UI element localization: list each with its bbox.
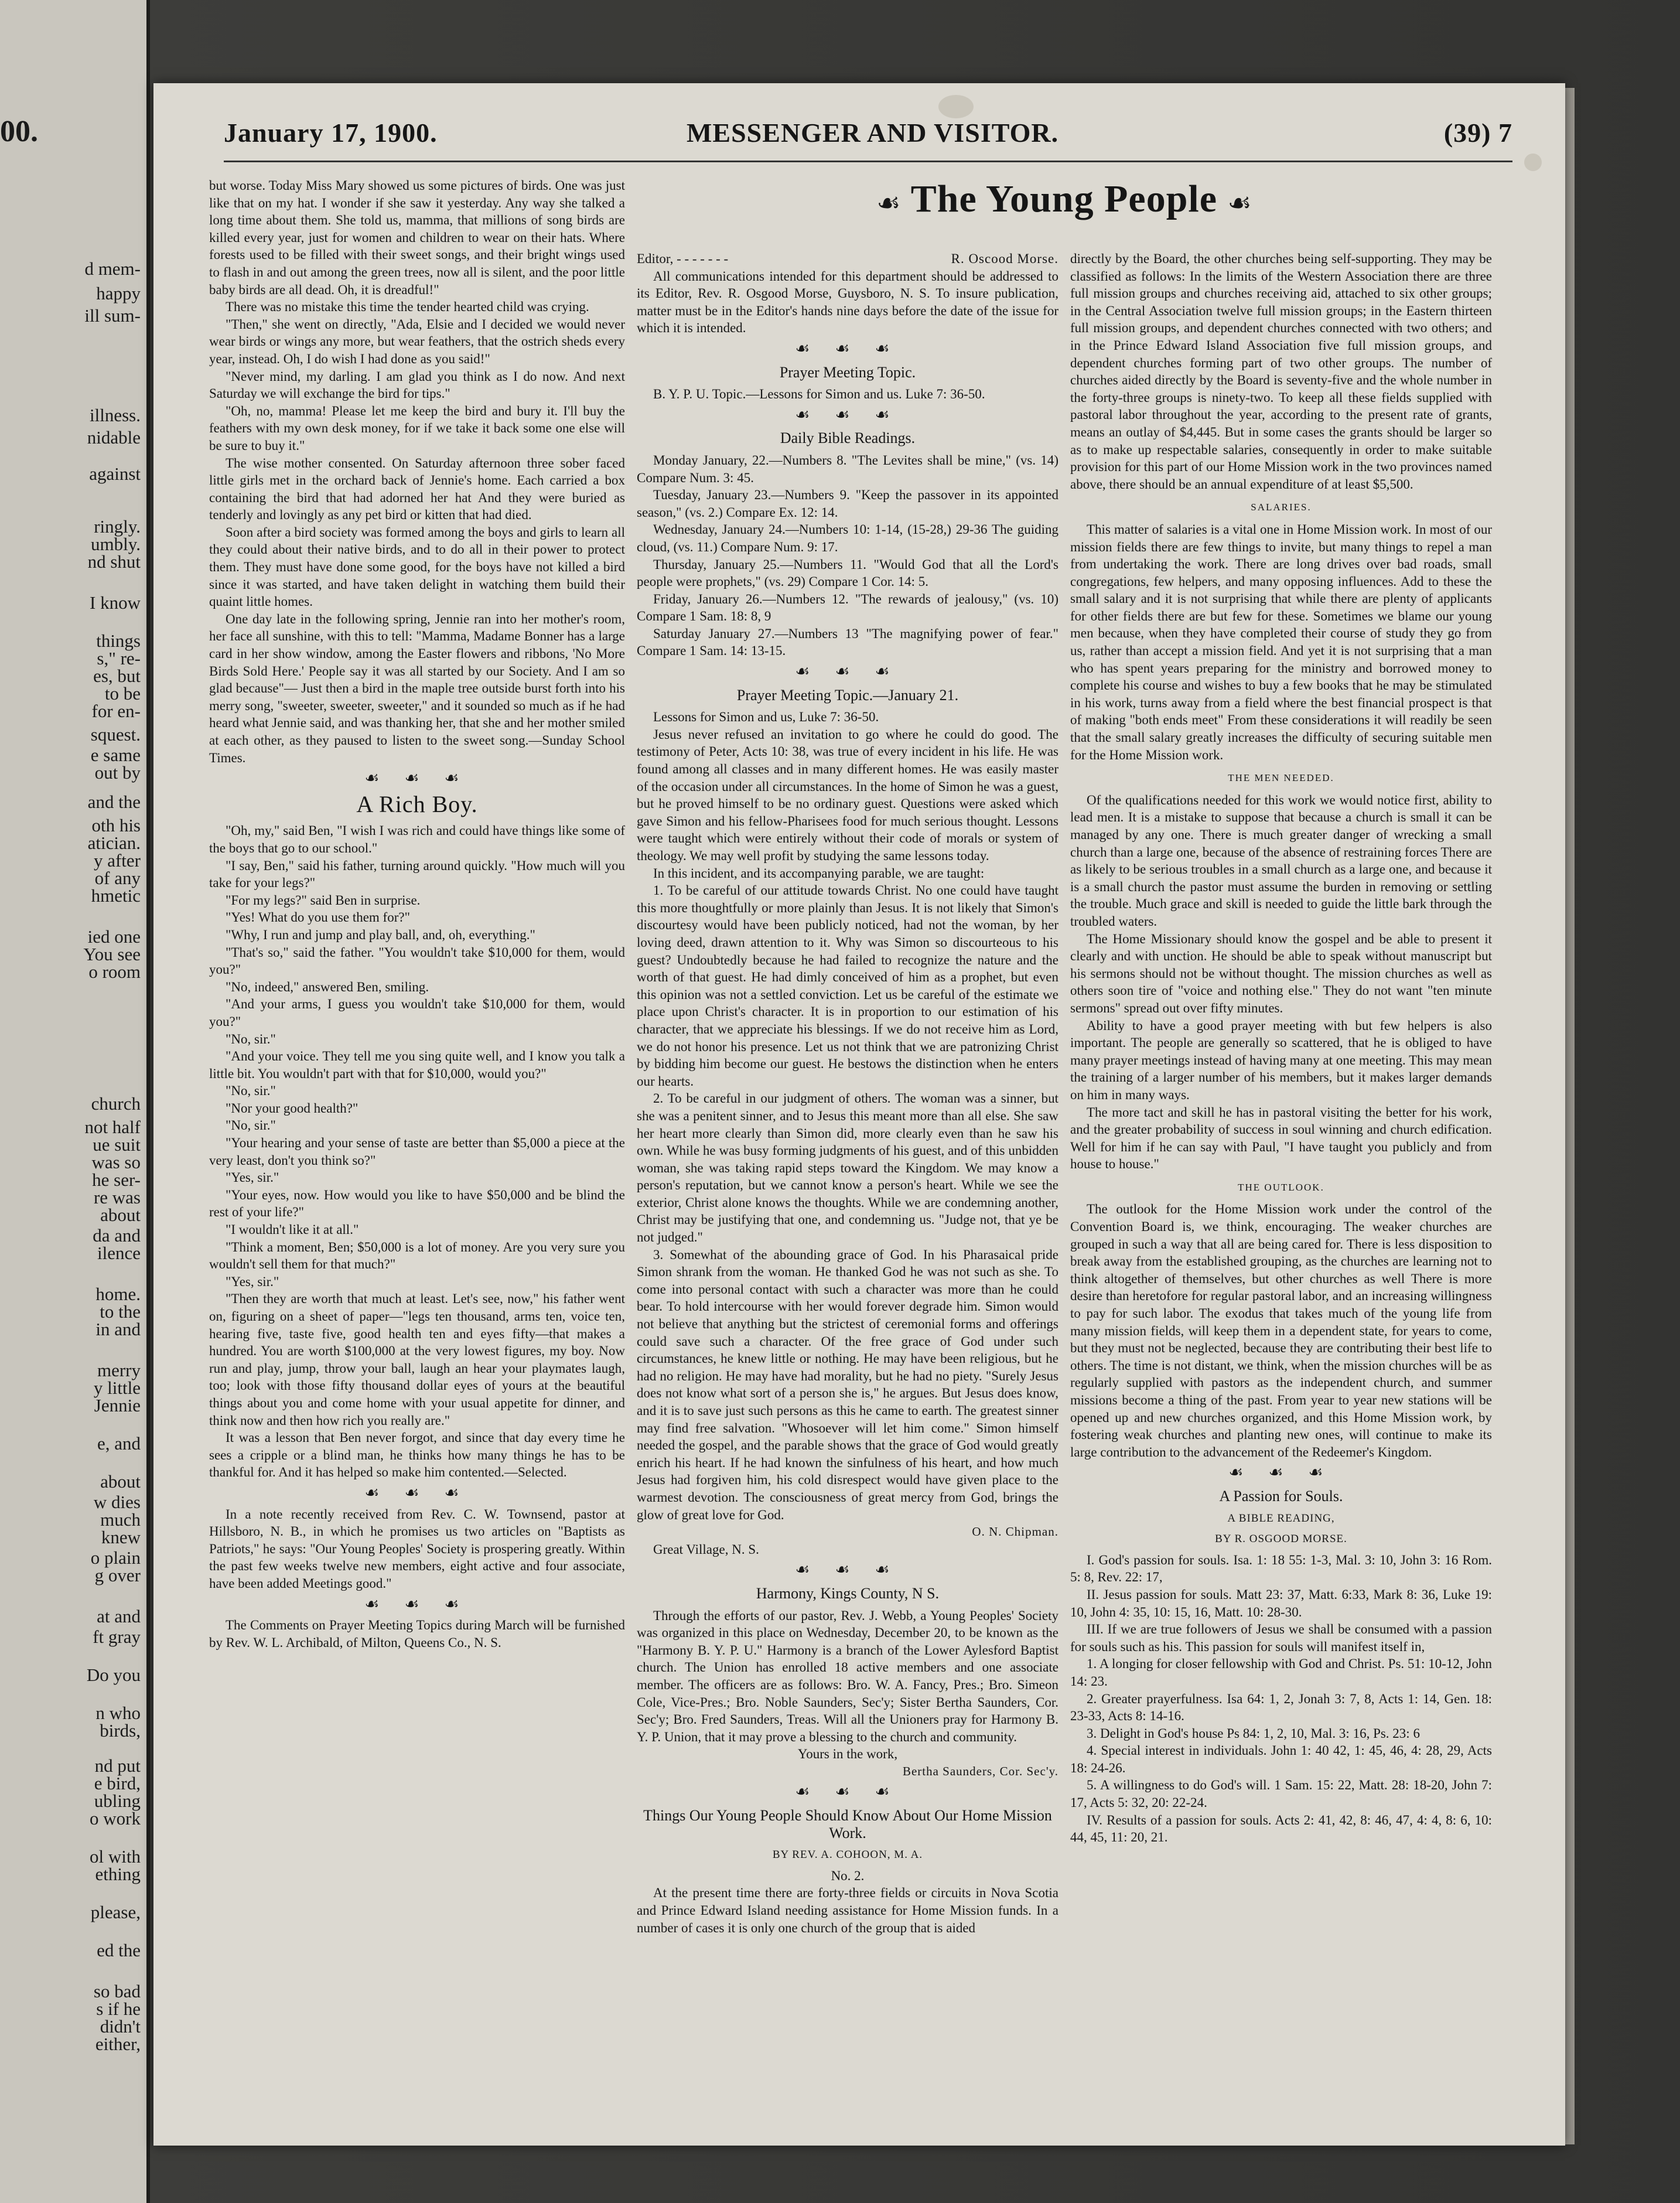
paragraph: B. Y. P. U. Topic.—Lessons for Simon and us. Luke 7: 36-50. <box>653 387 985 402</box>
adjacent-text-fragment: da and <box>93 1225 141 1246</box>
masthead-title: MESSENGER AND VISITOR. <box>687 118 1059 148</box>
paragraph: One day late in the following spring, Jennie ran into her mother's room, her face all sunshine, with this to tell: "Mamma, Madame Bonner has a large card in her show window, among the Easter flowers and ribbons, 'No More Birds Sold Here.' People say it was all started by our Society. And I am so glad because"— Just then a bird in the maple tree outside burst forth into his merry song, "sweeter, sweeter, sweeter," and it sounded so much as if he had heard what Jennie said, and was thanking her, that she and her mother smiled at each other, as they paused to listen to the sweet song.—Sunday School Times. <box>209 611 625 765</box>
byline: BY R. OSGOOD MORSE. <box>1215 1533 1347 1546</box>
adjacent-text-fragment: not half <box>84 1117 141 1137</box>
paragraph: It was a lesson that Ben never forgot, and since that day every time he sees a cripple or a blind man, he thinks how many things he has to be thankful for. And it has helped so make him contented.—Selected. <box>209 1430 625 1480</box>
list-item: Thursday, January 25.—Numbers 11. "Would God that all the Lord's people were prophets," (vs. 29) Compare 1 Cor. 14: 5. <box>637 557 1058 589</box>
adjacent-text-fragment: You see <box>83 944 141 964</box>
adjacent-text-fragment: ed the <box>97 1940 141 1960</box>
signature: Bertha Saunders, Cor. Sec'y. <box>902 1764 1058 1778</box>
adjacent-text-fragment: ol with <box>90 1846 141 1867</box>
adjacent-text-fragment: about <box>100 1471 141 1492</box>
paragraph: This matter of salaries is a vital one in Home Mission work. In most of our mission fields there are few things to invite, but many things to repel a man from undertaking the work. There are long drives over bad roads, small congregations, few helpers, and many opposing influences. Add to these the small salary and it is not surprising that while there are plenty of applicants for other fields there are but few for these. Sometimes we blame our young men because, when they have completed their course of study they go from us, rather than accept a mission field. And yet it is not surprising that a man who has spent years preparing for the ministry and borrowed money to complete his course and wishes to buy a few books that he may be stimulated in his work, turns away from a field where the best financial prospect is that of making "both ends meet" From these considerations it will readily be seen that the small salary greatly increases the difficulty of securing suitable men for the Home Mission work. <box>1070 521 1492 762</box>
adjacent-text-fragment: ill sum- <box>84 305 141 326</box>
ornament-divider: ☙ ☙ ☙ <box>795 1561 900 1580</box>
paragraph: Soon after a bird society was formed among the boys and girls to learn all they could about their native birds, and to do all in their power to protect them. They must have done some good, for the boys have not killed a bird since it was started, and have taken delight in watching them build their quaint little homes. <box>209 524 625 609</box>
paragraph: "Think a moment, Ben; $50,000 is a lot of money. Are you very sure you wouldn't sell them for that much?" <box>209 1239 625 1272</box>
ornament-divider: ☙ ☙ ☙ <box>795 405 900 424</box>
paragraph: 2. To be careful in our judgment of others. The woman was a sinner, but she was a penitent sinner, and to Jesus this meant more than all else. She saw her heart more clearly than Simon did, more clearly even than he saw his own. While he was busy forming judgments of his guest, and of this unbidden woman, she was taking rapid steps toward the Kingdom. We may know a person's reputation, but we cannot know a person's heart. While we see the exterior, Christ alone knows the thoughts. While we are condemning another, Christ may be justifying that one, and condemning us. "Judge not, that ye be not judged." <box>637 1091 1058 1245</box>
adjacent-text-fragment: o work <box>90 1808 141 1829</box>
list-item: Friday, January 26.—Numbers 12. "The rewards of jealousy," (vs. 10) Compare 1 Sam. 18: 8, 9 <box>637 591 1058 624</box>
adjacent-text-fragment: illness. <box>90 405 141 425</box>
adjacent-text-fragment: against <box>89 463 141 484</box>
paragraph: Through the efforts of our pastor, Rev. J. Webb, a Young Peoples' Society was organized in this place on Wednesday, December 20, to be known as the "Harmony B. Y. P. U." Harmony is a branch of the Lower Aylesford Baptist church. The Union has enrolled 18 active members and one associate member. The officers are as follows: Bro. W. A. Fancy, Pres.; Bro. Simeon Cole, Vice-Pres.; Bro. Noble Saunders, Sec'y; Sister Bertha Saunders, Cor. Sec'y; Bro. Fred Saunders, Treas. Will all the Unioners pray for Harmony B. Y. P. Union, that it may prove a blessing to the church and community. <box>637 1608 1058 1744</box>
list-item: 2. Greater prayerfulness. Isa 64: 1, 2, Jonah 3: 7, 8, Acts 1: 14, Gen. 18: 23-33, Acts 8: 14-16. <box>1070 1691 1492 1724</box>
adjacent-text-fragment: e bird, <box>94 1773 141 1793</box>
adjacent-text-fragment: e same <box>90 745 141 765</box>
paragraph: "Yes, sir." <box>226 1170 279 1185</box>
adjacent-text-fragment: out by <box>94 762 141 783</box>
adjacent-text-fragment: e, and <box>97 1433 141 1454</box>
adjacent-text-fragment: y little <box>93 1377 141 1398</box>
adjacent-text-fragment: about <box>100 1205 141 1225</box>
paragraph: The Comments on Prayer Meeting Topics during March will be furnished by Rev. W. L. Archibald, of Milton, Queens Co., N. S. <box>209 1618 625 1650</box>
list-item: 3. Delight in God's house Ps 84: 1, 2, 10, Mal. 3: 16, Ps. 23: 6 <box>1087 1725 1420 1741</box>
adjacent-text-fragment: y after <box>93 850 141 871</box>
adjacent-text-fragment: merry <box>97 1360 141 1380</box>
paragraph: "For my legs?" said Ben in surprise. <box>226 892 421 908</box>
adjacent-text-fragment: he ser- <box>92 1169 141 1190</box>
adjacent-page-number: 00. <box>0 115 38 148</box>
list-item: Wednesday, January 24.—Numbers 10: 1-14, (15-28,) 29-36 The guiding cloud, (vs. 11.) Compare Num. 9: 17. <box>637 522 1058 554</box>
paragraph: The more tact and skill he has in pastoral visiting the better for his work, and the greater probability of success in soul winning and church edification. Well for him if he can say with Paul, "I have taught you publicly and from house to house." <box>1070 1104 1492 1172</box>
column-2 <box>637 250 1058 1936</box>
paragraph: but worse. Today Miss Mary showed us some pictures of birds. One was just like that on my hat. I wonder if she saw it yesterday. Any way she talked a long time about them. She told us, mamma, that millions of song birds are killed every year, just for women and children to wear on their hats. Where forests used to be filled with their sweet songs, and their bright wings used to flash in and out among the green trees, now all is silent, and the poor little baby birds are all dead. Oh, it is dreadful!" <box>209 178 625 297</box>
signature: O. N. Chipman. <box>972 1525 1058 1539</box>
adjacent-text-fragment: ilence <box>97 1243 141 1263</box>
adjacent-text-fragment: ringly. <box>94 516 141 537</box>
paragraph: The wise mother consented. On Saturday afternoon three sober faced little girls met in the orchard back of Jennie's home. Each carried a box containing the bird that had adorned her hat And they were buried as tenderly and lovingly as any pet bird or kitten that had died. <box>209 455 625 523</box>
list-item: IV. Results of a passion for souls. Acts 2: 41, 42, 8: 46, 47, 4: 4, 8: 6, 10: 44, 45, 11: 20, 21. <box>1070 1812 1492 1845</box>
section-heading: THE OUTLOOK. <box>1238 1181 1324 1193</box>
adjacent-text-fragment: ied one <box>87 926 141 947</box>
page-header <box>224 117 1512 158</box>
column-3 <box>1070 250 1492 1846</box>
list-item: 1. A longing for closer fellowship with God and Christ. Ps. 51: 10-12, John 14: 23. <box>1070 1656 1492 1689</box>
adjacent-text-fragment: was so <box>91 1152 141 1172</box>
subheading: Prayer Meeting Topic.—January 21. <box>736 686 959 704</box>
paper-stain <box>1524 154 1542 171</box>
adjacent-text-fragment: nd shut <box>87 551 141 572</box>
adjacent-text-fragment: w dies <box>93 1492 141 1512</box>
closing-line: Yours in the work, <box>797 1747 898 1762</box>
paragraph: "Your hearing and your sense of taste are better than $5,000 a piece at the very least, don't you think so?" <box>209 1135 625 1168</box>
page-number: (39) 7 <box>1443 118 1512 148</box>
page-edge <box>1565 88 1575 2144</box>
adjacent-text-fragment: to be <box>104 683 141 704</box>
adjacent-text-fragment: ething <box>95 1864 141 1884</box>
paragraph: "No, sir." <box>226 1083 276 1099</box>
list-item: Tuesday, January 23.—Numbers 9. "Keep the passover in its appointed season," (vs. 2.) Compare Ex. 12: 14. <box>637 487 1058 520</box>
subheading: A Passion for Souls. <box>1219 1487 1343 1505</box>
adjacent-text-fragment: d mem- <box>84 258 141 279</box>
list-item: Saturday January 27.—Numbers 13 "The magnifying power of fear." Compare 1 Sam. 14: 13-15. <box>637 626 1058 659</box>
list-item: 5. A willingness to do God's will. 1 Sam. 15: 22, Matt. 28: 18-20, John 7: 17, Acts 5: 32, 20: 22-24. <box>1070 1778 1492 1810</box>
adjacent-text-fragment: please, <box>90 1902 141 1922</box>
adjacent-text-fragment: didn't <box>100 2016 141 2037</box>
adjacent-text-fragment: of any <box>94 868 141 888</box>
adjacent-text-fragment: atician. <box>87 833 141 853</box>
paragraph: Ability to have a good prayer meeting with but few helpers is also important. The people are generally so scattered, that he is obliged to have many prayer meetings instead of having many at one meeting. This may mean the training of a larger number of his members, but it makes larger demands on him in many ways. <box>1070 1018 1492 1102</box>
paragraph: Jesus never refused an invitation to go where he could do good. The testimony of Peter, Acts 10: 38, was true of every incident in his life. He was found among all classes and in many different homes. He was easily master of the occasion under all circumstances. In the home of Simon he was a guest, but he proved himself to be no ordinary guest. Questions were asked which gave Simon and his fellow-Pharisees food for much serious thought. Lessons were taught which were entirely without their code of morals or system of theology. We may well profit by studying the same lessons today. <box>637 727 1058 863</box>
adjacent-text-fragment: hmetic <box>91 885 141 906</box>
paragraph: "I wouldn't like it at all." <box>226 1222 359 1237</box>
paragraph: "And your voice. They tell me you sing quite well, and I know you talk a little bit. You wouldn't part with that for $10,000, would you?" <box>209 1049 625 1081</box>
paragraph: The outlook for the Home Mission work under the control of the Convention Board is, we think, encouraging. The weaker churches are grouped in such a way that all are being cared for. There is less disposition to break away from the established grouping, as the churches are learning not to think altogether of themselves, but other churches as well There is more desire than heretofore for regular pastoral labor, and an increasing willingness to pay for such labor. The exodus that takes much of the young life from many mission fields, will keep them in a dependent state, for years to come, but they must not be neglected, because they are contributing their best life to others. The time is not distant, we think, when the mission churches will be as regularly supplied with pastors as the independent church, and summer missions become a thing of the past. From year to year new stations will be opened up and new churches organized, and this Home Mission work, by fostering weak churches and planting new ones, will continue to make its large contribution to the advancement of the Redeemer's Kingdom. <box>1070 1202 1492 1459</box>
editor-name: R. Oscood Morse. <box>951 251 1058 266</box>
fleuron-left-icon: ☙ <box>876 187 902 218</box>
paragraph: "Then," she went on directly, "Ada, Elsie and I decided we would never wear birds or wings any more, but wear feathers, that the ostrich sheds every year, instead. Oh, I do wish I had done as you said!" <box>209 316 625 366</box>
section-heading: THE MEN NEEDED. <box>1228 772 1334 784</box>
adjacent-text-fragment: home. <box>95 1284 141 1304</box>
header-rule <box>224 161 1512 162</box>
adjacent-text-fragment: things <box>96 630 141 651</box>
paragraph: "Nor your good health?" <box>226 1100 358 1116</box>
adjacent-page-fragment <box>0 0 150 2203</box>
adjacent-text-fragment: s if he <box>96 1999 141 2019</box>
ornament-divider: ☙ ☙ ☙ <box>364 1484 470 1502</box>
ornament-divider: ☙ ☙ ☙ <box>364 769 470 788</box>
paragraph: "That's so," said the father. "You wouldn't take $10,000 for them, would you?" <box>209 944 625 977</box>
paragraph: "Oh, my," said Ben, "I wish I was rich and could have things like some of the boys that go to our school." <box>209 823 625 855</box>
adjacent-text-fragment: either, <box>95 2034 141 2054</box>
adjacent-text-fragment: o plain <box>90 1547 141 1568</box>
paragraph: directly by the Board, the other churches being self-supporting. They may be classified as follows: In the limits of the Western Association there are three full mission groups and churches receiving aid, attached to six other groups; in the Central Association twelve full mission groups; in the Eastern thirteen full mission groups, and dependent churches connected with two others; and in the Prince Edward Island Association five full mission groups, and dependent churches forming part of two other groups. The number of churches aided directly by the Board is seventy-five and the whole number in the forty-three groups is ninety-two. To keep all these fields supplied with pastoral labor throughout the year, according to the present rate of grants, means an outlay of $4,445. But in some cases the grants should be larger so as to make up respectable salaries, consequently in order to make suitable provision for this part of our Home Mission work in the two provinces named above, there should be an annual expenditure of at least $5,500. <box>1070 251 1492 492</box>
ornament-divider: ☙ ☙ ☙ <box>364 1595 470 1614</box>
editor-line <box>637 250 1058 268</box>
issue-date: January 17, 1900. <box>224 118 438 148</box>
subheading: Daily Bible Readings. <box>780 429 916 447</box>
adjacent-text-fragment: I know <box>90 592 141 613</box>
paragraph: "Yes! What do you use them for?" <box>226 910 410 925</box>
paragraph: "No, sir." <box>226 1118 276 1133</box>
adjacent-text-fragment: in and <box>95 1319 141 1339</box>
adjacent-text-fragment: ubling <box>94 1791 141 1811</box>
paragraph: "Why, I run and jump and play ball, and, oh, everything." <box>226 927 535 942</box>
paragraph: "No, indeed," answered Ben, smiling. <box>226 979 429 994</box>
ornament-divider: ☙ ☙ ☙ <box>795 339 900 358</box>
paragraph: "And your arms, I guess you wouldn't take $10,000 for them, would you?" <box>209 997 625 1029</box>
adjacent-text-fragment: umbly. <box>91 534 141 554</box>
adjacent-text-fragment: church <box>91 1093 141 1114</box>
paragraph: 3. Somewhat of the abounding grace of God. In his Pharasaical pride Simon shrank from the woman. He thanked God he was not such as she. To come into personal contact with such a character was more than he could bear. To hold intercourse with her would forever degrade him. Simon would not believe that anything but the strictest of ceremonial forms and offerings could save such a character. Of the free grace of God under such circumstances, he knew little or nothing. He may have been religious, but he had no religion. He may have had morality, but he had no piety. "Surely Jesus does not know what sort of a person she is," he argues. But Jesus does know, and it is to save just such persons as this he came to earth. The greatest sinner may find free salvation. "Whosoever will let him come." Simon himself needed the gospel, and the parable shows that the grace of God would greatly enrich his heart. If he had known the sinfulness of his heart, and how much Jesus had forgiven him, his cold disrespect would have given place to the warmest devotion. The consciousness of great mercy from God, brings the glow of great love for God. <box>637 1247 1058 1522</box>
adjacent-text-fragment: nd put <box>94 1755 141 1776</box>
paragraph: "Oh, no, mamma! Please let me keep the bird and bury it. I'll buy the feathers with my own desk money, for if we take it back some one else will be sure to buy it." <box>209 403 625 453</box>
adjacent-text-fragment: happy <box>96 283 141 303</box>
paragraph: Of the qualifications needed for this work we would notice first, ability to lead men. It is a mistake to suppose that because a church is small it can be managed by any one. There is much greater danger of wrecking a small church than a large one, because of the absence of restraining forces There are as likely to be serious troubles in a small church as a large one, and because it is a small church the pastor must assume the burden in removing or settling the trouble. Much grace and skill is needed to guide the little bark through the troubled waters. <box>1070 792 1492 929</box>
newspaper-page <box>153 83 1565 2146</box>
paragraph: "I say, Ben," said his father, turning around quickly. "How much will you take for your legs?" <box>209 858 625 891</box>
adjacent-text-fragment: ft gray <box>93 1626 141 1647</box>
editor-label: Editor, - - - - - - - <box>637 251 729 266</box>
adjacent-text-fragment: knew <box>101 1527 141 1547</box>
adjacent-text-fragment: nidable <box>87 427 141 448</box>
paragraph: "Then they are worth that much at least. Let's see, now," his father went on, figuring on a sheet of paper—"legs ten thousand, arms ten, voice ten, hearing five, taste five, good health ten and eyes fifty—that makes a hundred. You are worth $100,000 at the very lowest figures, my boy. Now run and play, jump, throw your ball, laugh an hear your playmates laugh, too; look with those fifty thousand dollar eyes of yours at the beautiful things about you and come home with your usual appetite for dinner, and think now and then how rich you really are." <box>209 1291 625 1428</box>
list-item: III. If we are true followers of Jesus we shall be consumed with a passion for souls such as his. This passion for souls will manifest itself in, <box>1070 1622 1492 1654</box>
adjacent-text-fragment: at and <box>97 1606 141 1626</box>
paragraph: In this incident, and its accompanying parable, we are taught: <box>653 865 985 881</box>
paragraph: Lessons for Simon and us, Luke 7: 36-50. <box>653 710 879 725</box>
fleuron-right-icon: ☙ <box>1227 187 1252 218</box>
adjacent-text-fragment: re was <box>93 1187 141 1208</box>
paragraph: "No, sir." <box>226 1031 276 1046</box>
paragraph: "Yes, sir." <box>226 1274 279 1289</box>
paragraph: "Your eyes, now. How would you like to have $50,000 and be blind the rest of your life?" <box>209 1187 625 1220</box>
ornament-divider: ☙ ☙ ☙ <box>795 1783 900 1802</box>
adjacent-text-fragment: much <box>100 1509 141 1530</box>
adjacent-text-fragment: birds, <box>100 1720 141 1741</box>
adjacent-text-fragment: g over <box>94 1565 141 1585</box>
ornament-divider: ☙ ☙ ☙ <box>795 663 900 681</box>
adjacent-text-fragment: so bad <box>93 1981 141 2001</box>
adjacent-text-fragment: s," re- <box>97 648 141 669</box>
paragraph: There was no mistake this time the tender hearted child was crying. <box>226 299 589 315</box>
adjacent-text-fragment: to the <box>100 1301 141 1322</box>
adjacent-text-fragment: and the <box>87 792 141 812</box>
adjacent-text-fragment: squest. <box>90 724 141 745</box>
place-line: Great Village, N. S. <box>653 1542 759 1557</box>
paragraph: All communications intended for this department should be addressed to its Editor, Rev. R. Osgood Morse, Guysboro, N. S. To insure publication, matter must be in the Editor's hands nine days before the date of the issue for which it is intended. <box>637 268 1058 336</box>
adjacent-text-fragment: Jennie <box>94 1395 141 1416</box>
adjacent-text-fragment: es, but <box>93 666 141 686</box>
article-title: A Rich Boy. <box>356 790 478 817</box>
adjacent-text-fragment: n who <box>95 1703 141 1723</box>
subtitle: A BIBLE READING, <box>1227 1512 1335 1525</box>
section-title: The Young People <box>910 178 1218 220</box>
paragraph: At the present time there are forty-three fields or circuits in Nova Scotia and Prince Edward Island needing assistance for Home Mission funds. In a number of cases it is only one church of the group that is aided <box>637 1885 1058 1935</box>
column-1 <box>209 177 625 1651</box>
list-item: I. God's passion for souls. Isa. 1: 18 55: 1-3, Mal. 3: 10, John 3: 16 Rom. 5: 8, Rev. 22: 17, <box>1070 1552 1492 1585</box>
subheading: Prayer Meeting Topic. <box>779 363 916 381</box>
paragraph: 1. To be careful of our attitude towards Christ. No one could have taught this more thoughtfully or more plainly than Jesus. It is not likely that Simon's discourtesy would have been publicly noticed, had not the woman, by her loving deed, drawn attention to it. Why was Simon so discourteous to his guest? Undoubtedly because he had failed to recognize the nature and the worth of that guest. He had dimly conceived of him as a prophet, but even this opinion was not a settled conviction. Let us be careful of the estimate we place upon Christ's character. It is in proportion to our estimation of his character, that we appreciate his blessings. If we do not receive him as Lord, we do not honor his presence. Let us not think that we are patronizing Christ by bidding him become our guest. He bestows the distinction when he enters our hearts. <box>637 883 1058 1089</box>
paragraph: "Never mind, my darling. I am glad you think as I do now. And next Saturday we will exchange the bird for tips." <box>209 369 625 401</box>
ornament-divider: ☙ ☙ ☙ <box>1228 1464 1334 1482</box>
list-item: Monday January, 22.—Numbers 8. "The Levites shall be mine," (vs. 14) Compare Num. 3: 45. <box>637 452 1058 485</box>
adjacent-text-fragment: o room <box>88 961 141 982</box>
list-item: 4. Special interest in individuals. John 1: 40 42, 1: 45, 46, 4: 28, 29, Acts 18: 24-26. <box>1070 1743 1492 1775</box>
adjacent-text-fragment: oth his <box>91 815 141 835</box>
section-heading: SALARIES. <box>1251 502 1312 513</box>
list-item: II. Jesus passion for souls. Matt 23: 37, Matt. 6:33, Mark 8: 36, Luke 19: 10, John 4: 35, 10: 15, 16, Matt. 10: 28-30. <box>1070 1587 1492 1619</box>
section-banner <box>634 177 1495 221</box>
subheading: Things Our Young People Should Know About Our Home Mission Work. <box>643 1807 1052 1841</box>
adjacent-text-fragment: ue suit <box>93 1134 141 1155</box>
paragraph: In a note recently received from Rev. C. W. Townsend, pastor at Hillsboro, N. B., in which he promises us two articles on "Baptists as Patriots," he says: "Our Young Peoples' Society is prospering greatly. Within the past few weeks twelve new members, eight active and four associate, have been added Meetings good." <box>209 1506 625 1591</box>
byline: BY REV. A. COHOON, M. A. <box>772 1849 923 1861</box>
paper-stain <box>938 95 974 118</box>
paragraph: The Home Missionary should know the gospel and be able to present it clearly and with unction. He should be able to speak without manuscript but his sermons should not be without thought. The mission churches as well as others soon tire of "voice and nothing else." They do not want "ten minute sermons" spread out over fifty minutes. <box>1070 931 1492 1015</box>
subheading: Harmony, Kings County, N S. <box>756 1584 940 1602</box>
adjacent-text-fragment: for en- <box>91 701 141 721</box>
article-number: No. 2. <box>831 1868 865 1883</box>
adjacent-text-fragment: Do you <box>86 1665 141 1685</box>
